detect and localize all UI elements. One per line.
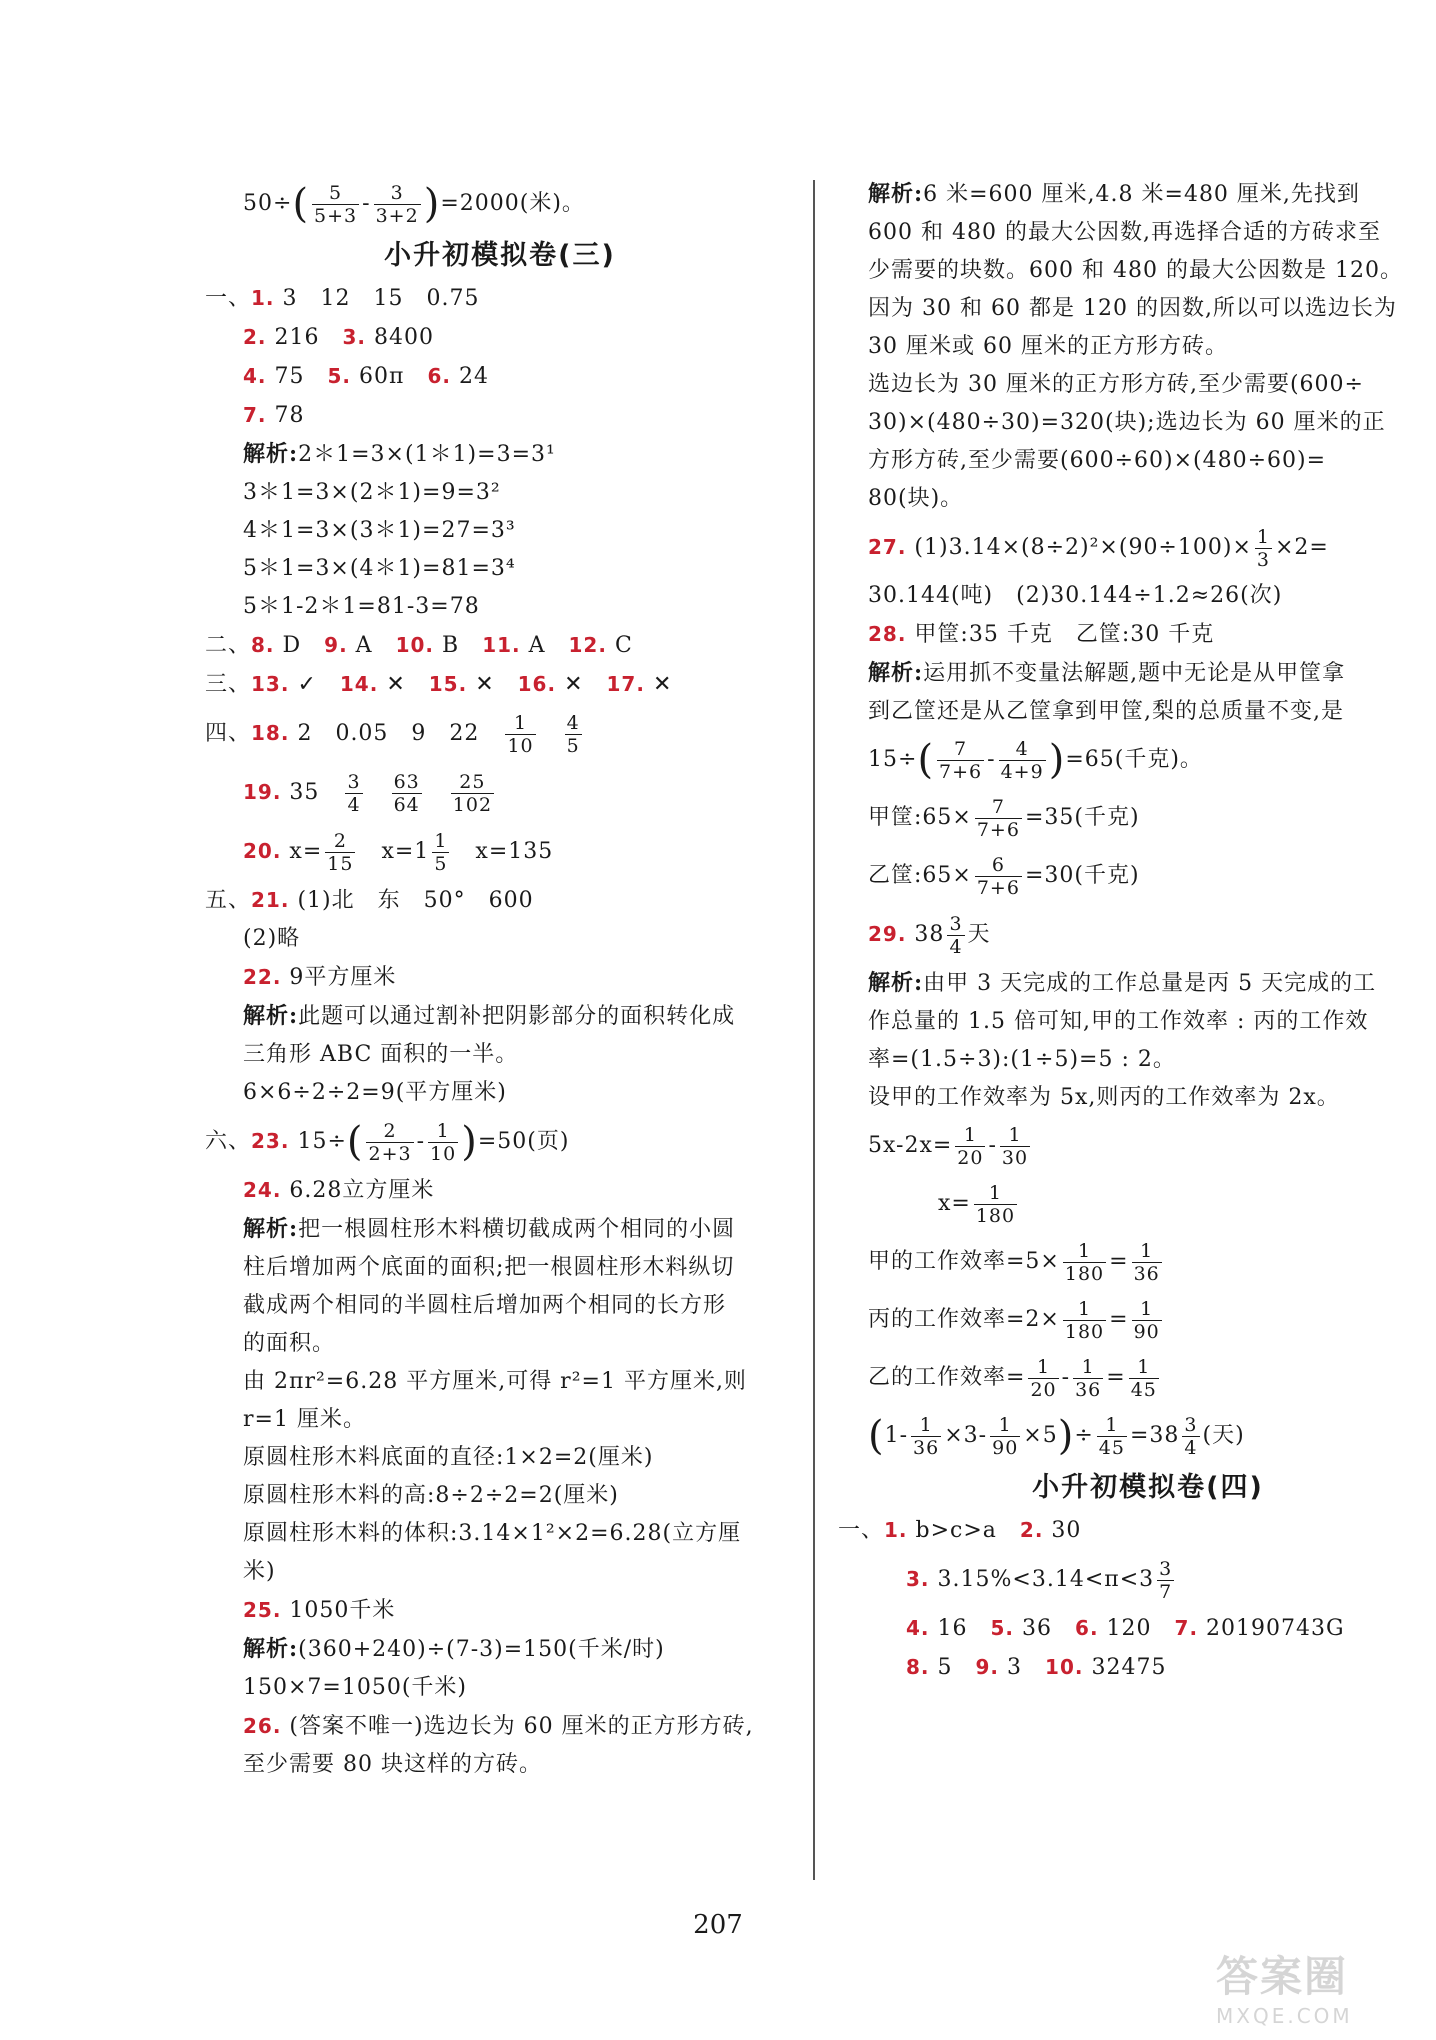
fraction: $\frac{1}{36}$ (1133, 1239, 1160, 1285)
page-number: 207 (693, 1910, 743, 1940)
fraction: $\frac{6}{7+6}$ (976, 853, 1020, 899)
analysis-line: 600 和 480 的最大公因数,再选择合适的方砖求至 (868, 220, 1381, 245)
fraction: $\frac{1}{90}$ (1133, 1297, 1160, 1343)
analysis-line: 原圆柱形木料的高:8÷2÷2=2(厘米) (243, 1483, 619, 1508)
analysis-line: 解析:2＊1=3×(1＊1)=3=3¹ (243, 441, 556, 467)
answer-line: 至少需要 80 块这样的方砖。 (243, 1752, 542, 1777)
equation-line: 丙的工作效率=2× $\frac{1}{180}$ = $\frac{1}{90}$ (868, 1297, 1160, 1343)
answer-line: 24. 6.28立方厘米 (243, 1178, 435, 1203)
analysis-line: 乙筐:65× $\frac{6}{7+6}$ =30(千克) (868, 853, 1140, 899)
fraction: $\frac{1}{180}$ (1064, 1297, 1105, 1343)
analysis-line: 方形方砖,至少需要(600÷60)×(480÷60)= (868, 448, 1327, 473)
analysis-line: 4＊1=3×(3＊1)=27=3³ (243, 518, 516, 543)
fraction: $\frac{1}{180}$ (1064, 1239, 1105, 1285)
analysis-line: 5＊1=3×(4＊1)=81=3⁴ (243, 556, 516, 581)
answer-line: (2)略 (243, 926, 301, 951)
fraction: $\frac{3}{4}$ (347, 770, 361, 816)
section-title: 小升初模拟卷(四) (1032, 1472, 1264, 1503)
analysis-line: 30 厘米或 60 厘米的正方形方砖。 (868, 334, 1228, 359)
analysis-line: 三角形 ABC 面积的一半。 (243, 1042, 519, 1067)
left-column (205, 175, 795, 1784)
answer-line: 30.144(吨) (2)30.144÷1.2≈26(次) (868, 583, 1283, 608)
equation-line: x= $\frac{1}{180}$ (938, 1181, 1016, 1227)
fraction: $\frac{3}{4}$ (949, 912, 963, 958)
answer-line: 22. 9平方厘米 (243, 965, 397, 990)
equation-line: 5x-2x= $\frac{1}{20}$ - $\frac{1}{30}$ (868, 1123, 1029, 1169)
fraction: $\frac{1}{20}$ (957, 1123, 984, 1169)
analysis-line: 原圆柱形木料的体积:3.14×1²×2=6.28(立方厘 (243, 1521, 742, 1546)
answer-line: 26. (答案不唯一)选边长为 60 厘米的正方形方砖, (243, 1714, 754, 1739)
fraction: $\frac{25}{102}$ (452, 770, 493, 816)
fraction: $\frac{3}{4}$ (1184, 1413, 1198, 1459)
answer-line: 25. 1050千米 (243, 1598, 396, 1623)
analysis-line: 3＊1=3×(2＊1)=9=3² (243, 480, 501, 505)
analysis-line: 5＊1-2＊1=81-3=78 (243, 594, 480, 619)
analysis-line: 截成两个相同的半圆柱后增加两个相同的长方形 (243, 1293, 727, 1318)
answer-line: 27. (1)3.14×(8÷2)²×(90÷100)× $\frac{1}{3}$ ×2= (868, 525, 1329, 571)
analysis-line: 选边长为 30 厘米的正方形方砖,至少需要(600÷ (868, 372, 1364, 397)
fraction: $\frac{4}{5}$ (566, 711, 580, 757)
answer-line: 一、1. 3 12 15 0.75 (205, 286, 480, 311)
analysis-line: 设甲的工作效率为 5x,则丙的工作效率为 2x。 (868, 1085, 1340, 1110)
fraction: $\frac{1}{180}$ (975, 1181, 1016, 1227)
answer-line: 2. 216 3. 8400 (243, 325, 435, 350)
analysis-line: 解析:此题可以通过割补把阴影部分的面积转化成 (243, 1003, 736, 1029)
fraction: $\frac{5}{5+3}$ (314, 181, 358, 227)
analysis-line: 解析:运用抓不变量法解题,题中无论是从甲筐拿 (868, 660, 1346, 686)
analysis-line: 柱后增加两个底面的面积;把一根圆柱形木料纵切 (243, 1255, 735, 1280)
analysis-line: 率=(1.5÷3):(1÷5)=5 : 2。 (868, 1047, 1176, 1072)
equation-line: 乙的工作效率= $\frac{1}{20}$ - $\frac{1}{36}$ = $\frac{1}{45}$ (868, 1355, 1157, 1401)
fraction: $\frac{2}{2+3}$ (368, 1119, 412, 1165)
analysis-line: 少需要的块数。600 和 480 的最大公因数是 120。 (868, 258, 1403, 283)
answer-line: 4. 16 5. 36 6. 120 7. 20190743G (906, 1616, 1345, 1641)
fraction: $\frac{7}{7+6}$ (976, 795, 1020, 841)
fraction: $\frac{63}{64}$ (393, 770, 420, 816)
right-column (838, 175, 1428, 1687)
answer-line: 一、1. b>c>a 2. 30 (838, 1518, 1082, 1543)
analysis-line: 解析:6 米=600 厘米,4.8 米=480 厘米,先找到 (868, 181, 1360, 207)
equation-line: 甲的工作效率=5× $\frac{1}{180}$ = $\frac{1}{36}$ (868, 1239, 1160, 1285)
equation-line: (1- $\frac{1}{36}$ ×3- $\frac{1}{90}$ ×5)÷ $\frac{1}{45}$ =38 $\frac{3}{4}$ (天) (868, 1413, 1245, 1459)
fraction: $\frac{1}{10}$ (507, 711, 534, 757)
fraction: $\frac{1}{45}$ (1130, 1355, 1157, 1401)
answer-line: 20. x= $\frac{2}{15}$ x=1 $\frac{1}{5}$ x=135 (243, 829, 554, 875)
fraction: $\frac{3}{7}$ (1159, 1557, 1173, 1603)
answer-line: 二、8. D 9. A 10. B 11. A 12. C (205, 633, 633, 658)
analysis-line: 原圆柱形木料底面的直径:1×2=2(厘米) (243, 1445, 654, 1470)
fraction: $\frac{3}{3+2}$ (375, 181, 419, 227)
answer-line: 29. 38 $\frac{3}{4}$ 天 (868, 912, 991, 958)
fraction: $\frac{1}{30}$ (1001, 1123, 1029, 1169)
answer-line: 4. 75 5. 60π 6. 24 (243, 364, 489, 389)
analysis-line: 米) (243, 1559, 276, 1584)
analysis-line: 的面积。 (243, 1331, 336, 1356)
fraction: $\frac{4}{4+9}$ (1000, 737, 1044, 783)
analysis-line: 80(块)。 (868, 486, 964, 511)
fraction: $\frac{7}{7+6}$ (939, 737, 983, 783)
answer-line: 3. 3.15%<3.14<π<3 $\frac{3}{7}$ (906, 1557, 1173, 1603)
answer-line: 三、13. ✓ 14. ✕ 15. ✕ 16. ✕ 17. ✕ (205, 672, 673, 697)
analysis-line: 15÷( $\frac{7}{7+6}$ - $\frac{4}{4+9}$ )=65(千克)。 (868, 737, 1203, 783)
section-title: 小升初模拟卷(三) (384, 240, 616, 271)
watermark-logo: 答案圈 MXQE.COM (1216, 1952, 1353, 2028)
fraction: $\frac{1}{10}$ (430, 1119, 457, 1165)
analysis-line: 30)×(480÷30)=320(块);选边长为 60 厘米的正 (868, 410, 1386, 435)
fraction: $\frac{1}{20}$ (1030, 1355, 1057, 1401)
fraction: $\frac{1}{36}$ (913, 1413, 940, 1459)
answer-line: 六、23. 15÷( $\frac{2}{2+3}$ - $\frac{1}{10}$ )=50(页) (205, 1119, 570, 1165)
answer-line: 四、18. 2 0.05 9 22 $\frac{1}{10}$ $\frac{4}{5}$ (205, 711, 580, 757)
analysis-line: 解析:由甲 3 天完成的工作总量是丙 5 天完成的工 (868, 970, 1377, 996)
analysis-line: 甲筐:65× $\frac{7}{7+6}$ =35(千克) (868, 795, 1140, 841)
answer-line: 28. 甲筐:35 千克 乙筐:30 千克 (868, 622, 1215, 647)
fraction: $\frac{1}{45}$ (1098, 1413, 1125, 1459)
analysis-line: 因为 30 和 60 都是 120 的因数,所以可以选边长为 (868, 296, 1397, 321)
analysis-line: 解析:(360+240)÷(7-3)=150(千米/时) (243, 1636, 665, 1662)
fraction: $\frac{1}{5}$ (434, 829, 448, 875)
fraction: $\frac{1}{36}$ (1075, 1355, 1102, 1401)
column-divider (813, 180, 815, 1880)
fraction: $\frac{2}{15}$ (327, 829, 354, 875)
answer-line: 7. 78 (243, 403, 305, 428)
analysis-line: 6×6÷2÷2=9(平方厘米) (243, 1080, 507, 1105)
analysis-line: 150×7=1050(千米) (243, 1675, 468, 1700)
fraction: $\frac{1}{90}$ (992, 1413, 1019, 1459)
answer-line: 19. 35 $\frac{3}{4}$ $\frac{63}{64}$ $\frac{25}{102}$ (243, 770, 493, 816)
answer-line: 五、21. (1)北 东 50° 600 (205, 888, 534, 913)
fraction: $\frac{1}{3}$ (1256, 525, 1270, 571)
analysis-line: 到乙筐还是从乙筐拿到甲筐,梨的总质量不变,是 (868, 699, 1344, 724)
answer-line: 8. 5 9. 3 10. 32475 (906, 1655, 1167, 1680)
analysis-line: 由 2πr²=6.28 平方厘米,可得 r²=1 平方厘米,则 (243, 1369, 747, 1394)
analysis-line: r=1 厘米。 (243, 1407, 366, 1432)
analysis-line: 解析:把一根圆柱形木料横切截成两个相同的小圆 (243, 1216, 736, 1242)
formula-line: 50÷( $\frac{5}{5+3}$ - $\frac{3}{3+2}$ )=2000(米)。 (243, 181, 585, 227)
analysis-line: 作总量的 1.5 倍可知,甲的工作效率 : 丙的工作效 (868, 1009, 1369, 1034)
